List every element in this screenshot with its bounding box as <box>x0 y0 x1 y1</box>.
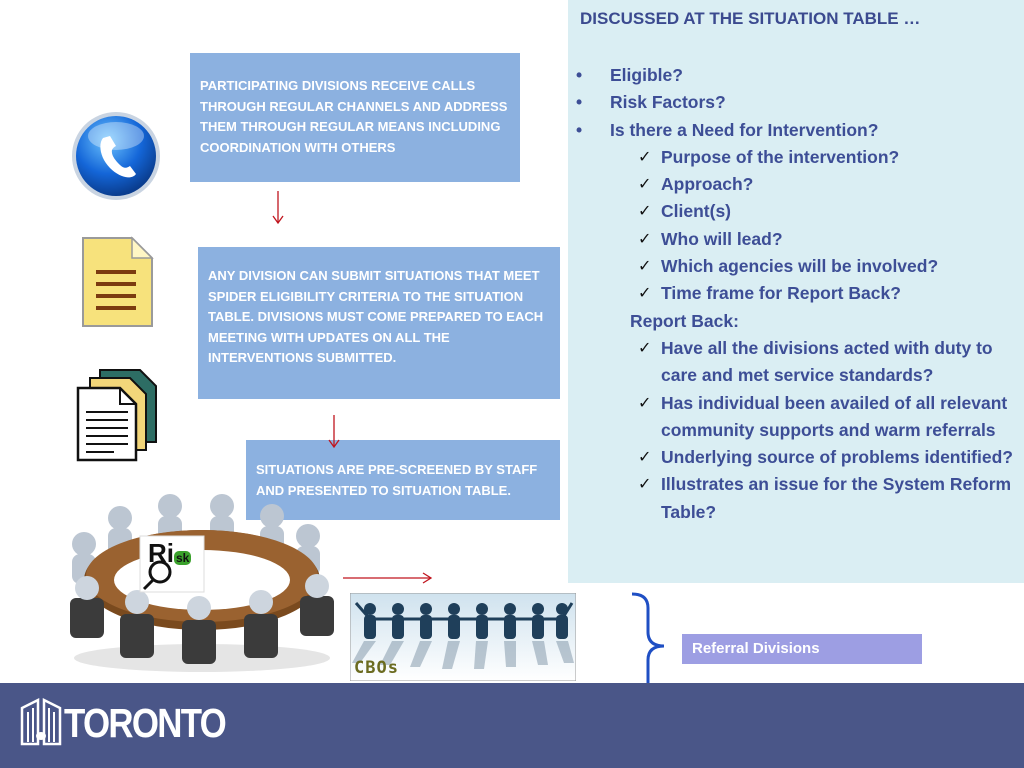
check-icon: ✓ <box>638 394 652 412</box>
risk-label: Ri sk <box>148 538 190 568</box>
question-item: • Is there a Need for Intervention? <box>576 119 879 140</box>
check-icon: ✓ <box>638 176 652 194</box>
down-arrow-icon <box>270 190 286 226</box>
city-hall-logo-icon <box>20 696 62 746</box>
referral-divisions-label: Referral Divisions <box>682 634 922 664</box>
check-icon: ✓ <box>638 203 652 221</box>
report-back-label: Report Back: <box>630 310 739 331</box>
check-icon: ✓ <box>638 285 652 303</box>
check-item: ✓ Have all the divisions acted with duty to care and met service standards? <box>576 335 1020 390</box>
check-icon: ✓ <box>638 449 652 467</box>
check-item: ✓ Illustrates an issue for the System Reform Table? <box>576 471 1020 526</box>
submit-box: ANY DIVISION CAN SUBMIT SITUATIONS THAT MEET SPIDER ELIGIBILITY CRITERIA TO THE SITUATION TABLE. DIVISIONS MUST COME PREPARED TO EACH MEETING WITH UPDATES ON ALL THE INTERVENTIONS SUBMITTED. <box>198 247 560 399</box>
question-item: • Eligible? <box>576 65 683 85</box>
check-icon: ✓ <box>638 148 652 166</box>
check-item: ✓ Approach? <box>576 171 1020 198</box>
phone-icon <box>70 110 162 202</box>
note-icon <box>80 234 156 330</box>
check-item: ✓ Underlying source of problems identified? <box>576 444 1020 471</box>
check-item: ✓ Which agencies will be involved? <box>576 253 1020 280</box>
situation-table-panel <box>568 0 1024 583</box>
question-list <box>576 62 1020 526</box>
check-item: ✓ Client(s) <box>576 198 1020 225</box>
prescreen-box: SITUATIONS ARE PRE-SCREENED BY STAFF AND PRESENTED TO SITUATION TABLE. <box>246 440 560 520</box>
cbo-label: CBOs <box>354 658 399 678</box>
down-arrow-icon <box>326 414 342 450</box>
check-item: ✓ Who will lead? <box>576 226 1020 253</box>
check-item: ✓ Has individual been availed of all relevant community supports and warm referrals <box>576 390 1020 445</box>
meeting-table-icon <box>62 488 342 674</box>
question-item: • Risk Factors? <box>576 92 726 113</box>
panel-title: DISCUSSED AT THE SITUATION TABLE … <box>580 9 921 28</box>
documents-icon <box>74 368 160 464</box>
check-icon: ✓ <box>638 476 652 494</box>
check-icon: ✓ <box>638 258 652 276</box>
check-icon: ✓ <box>638 230 652 248</box>
check-item: ✓ Purpose of the intervention? <box>576 144 1020 171</box>
calls-box: PARTICIPATING DIVISIONS RECEIVE CALLS THROUGH REGULAR CHANNELS AND ADDRESS THEM THROUGH REGULAR MEANS INCLUDING COORDINATION WITH OTHERS <box>190 53 520 182</box>
check-item: ✓ Time frame for Report Back? <box>576 280 1020 307</box>
right-arrow-icon <box>342 570 434 586</box>
toronto-logo-text: TORONTO <box>64 700 226 746</box>
check-icon: ✓ <box>638 339 652 357</box>
